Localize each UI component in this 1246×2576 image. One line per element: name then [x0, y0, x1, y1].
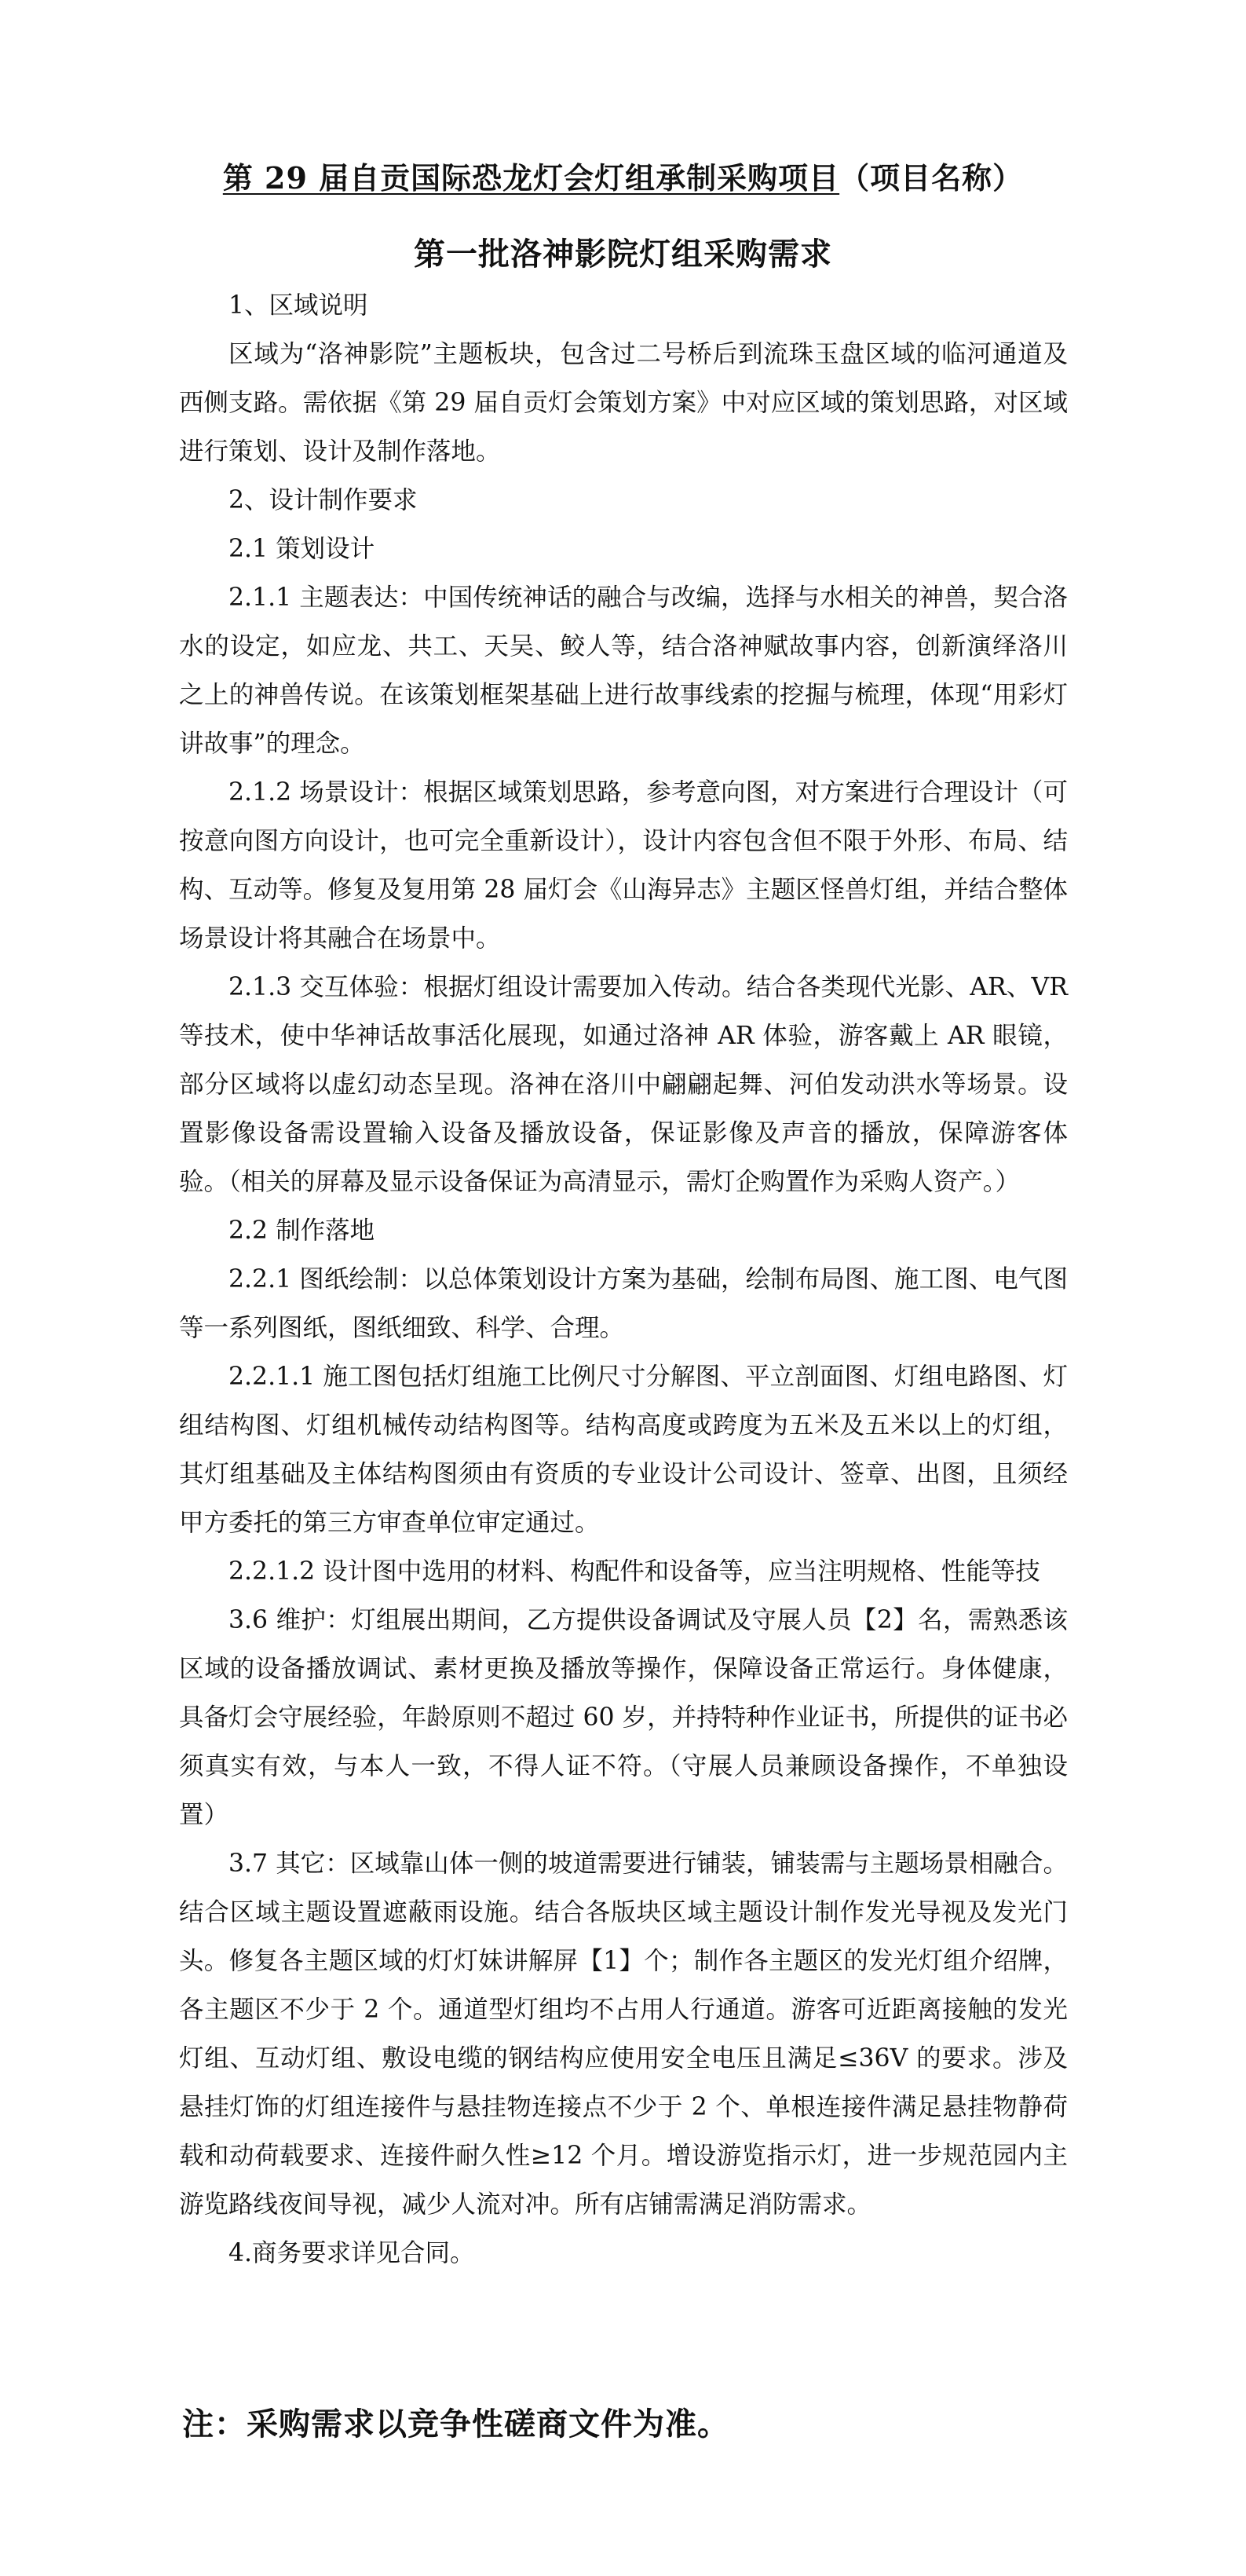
paragraph-construction-drawings: 2.2.1.1 施工图包括灯组施工比例尺寸分解图、平立剖面图、灯组电路图、灯组结构图、灯组机械传动结构图等。结构高度或跨度为五米及五米以上的灯组，其灯组基础及主体结构图须由有资质的专业设计公司设计、签章、出图，且须经甲方委托的第三方审查单位审定通过。 — [179, 1363, 1068, 1537]
section-heading-design: 2、设计制作要求 — [228, 486, 418, 514]
document-title — [0, 154, 1246, 197]
subsection-heading-production: 2.2 制作落地 — [228, 1217, 375, 1245]
paragraph-theme: 2.1.1 主题表达：中国传统神话的融合与改编，选择与水相关的神兽，契合洛水的设定，如应龙、共工、天吴、鲛人等，结合洛神赋故事内容，创新演绎洛川之上的神兽传说。在该策划框架基础上进行故事线索的挖掘与梳理，体现“用彩灯讲故事”的理念。 — [179, 584, 1068, 758]
document-body — [179, 281, 1068, 2278]
project-name-suffix: （项目名称） — [839, 160, 1024, 196]
section-heading-area: 1、区域说明 — [228, 291, 368, 320]
paragraph-interaction: 2.1.3 交互体验：根据灯组设计需要加入传动。结合各类现代光影、AR、VR等技术，使中华神话故事活化展现，如通过洛神 AR 体验，游客戴上 AR 眼镜，部分区域将以虚幻动态呈现。洛神在洛川中翩翩起舞、河伯发动洪水等场景。设置影像设备需设置输入设备及播放设备，保证影像及声音的播放，保障游客体验。（相关的屏幕及显示设备保证为高清显示，需灯企购置作为采购人资产。） — [179, 973, 1068, 1196]
paragraph-scene-design: 2.1.2 场景设计：根据区域策划思路，参考意向图，对方案进行合理设计（可按意向图方向设计，也可完全重新设计），设计内容包含但不限于外形、布局、结构、互动等。修复及复用第 28 届灯会《山海异志》主题区怪兽灯组，并结合整体场景设计将其融合在场景中。 — [179, 778, 1068, 953]
footer-note: 注：采购需求以竞争性磋商文件为准。 — [182, 2406, 729, 2442]
project-name: 第 29 届自贡国际恐龙灯会灯组承制采购项目 — [222, 160, 840, 196]
paragraph-maintenance: 3.6 维护：灯组展出期间，乙方提供设备调试及守展人员【2】名，需熟悉该区域的设备播放调试、素材更换及播放等操作，保障设备正常运行。身体健康，具备灯会守展经验，年龄原则不超过 60 岁，并持特种作业证书，所提供的证书必须真实有效，与本人一致，不得人证不符。（守展人员兼顾设备操作，不单独设置） — [179, 1606, 1068, 1829]
document-subtitle: 第一批洛神影院灯组采购需求 — [414, 236, 832, 273]
paragraph-materials: 2.2.1.2 设计图中选用的材料、构配件和设备等，应当注明规格、性能等技 — [228, 1557, 1040, 1586]
subsection-heading-planning: 2.1 策划设计 — [228, 535, 375, 563]
paragraph-commercial: 4.商务要求详见合同。 — [228, 2239, 475, 2267]
paragraph-area-description: 区域为“洛神影院”主题板块，包含过二号桥后到流珠玉盘区域的临河通道及西侧支路。需依据《第 29 届自贡灯会策划方案》中对应区域的策划思路，对区域进行策划、设计及制作落地。 — [179, 340, 1068, 466]
paragraph-drawings: 2.2.1 图纸绘制：以总体策划设计方案为基础，绘制布局图、施工图、电气图等一系列图纸，图纸细致、科学、合理。 — [179, 1265, 1068, 1342]
paragraph-other: 3.7 其它：区域靠山体一侧的坡道需要进行铺装，铺装需与主题场景相融合。结合区域主题设置遮蔽雨设施。结合各版块区域主题设计制作发光导视及发光门头。修复各主题区域的灯灯妹讲解屏【1】个；制作各主题区的发光灯组介绍牌，各主题区不少于 2 个。通道型灯组均不占用人行通道。游客可近距离接触的发光灯组、互动灯组、敷设电缆的钢结构应使用安全电压且满足≤36V 的要求。涉及悬挂灯饰的灯组连接件与悬挂物连接点不少于 2 个、单根连接件满足悬挂物静荷载和动荷载要求、连接件耐久性≥12 个月。增设游览指示灯，进一步规范园内主游览路线夜间导视，减少人流对冲。所有店铺需满足消防需求。 — [179, 1850, 1068, 2219]
